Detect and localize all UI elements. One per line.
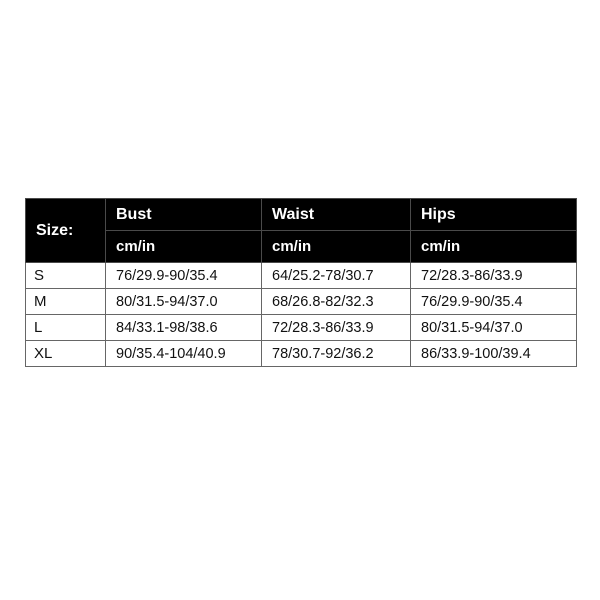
- size-cell: S: [26, 263, 106, 289]
- hips-header: Hips: [411, 199, 577, 231]
- hips-cell: 76/29.9-90/35.4: [411, 289, 577, 315]
- bust-cell: 76/29.9-90/35.4: [106, 263, 262, 289]
- hips-cell: 80/31.5-94/37.0: [411, 315, 577, 341]
- hips-cell: 86/33.9-100/39.4: [411, 341, 577, 367]
- bust-unit: cm/in: [106, 231, 262, 263]
- waist-unit: cm/in: [262, 231, 411, 263]
- header-row-units: [26, 231, 577, 263]
- table-row: [26, 263, 577, 289]
- size-column-header: Size:: [26, 199, 106, 263]
- size-cell: L: [26, 315, 106, 341]
- bust-header: Bust: [106, 199, 262, 231]
- bust-cell: 90/35.4-104/40.9: [106, 341, 262, 367]
- waist-cell: 78/30.7-92/36.2: [262, 341, 411, 367]
- bust-cell: 84/33.1-98/38.6: [106, 315, 262, 341]
- waist-cell: 64/25.2-78/30.7: [262, 263, 411, 289]
- table-row: [26, 315, 577, 341]
- table-row: [26, 341, 577, 367]
- table-row: [26, 289, 577, 315]
- waist-header: Waist: [262, 199, 411, 231]
- size-chart: [25, 198, 576, 400]
- waist-cell: 68/26.8-82/32.3: [262, 289, 411, 315]
- hips-unit: cm/in: [411, 231, 577, 263]
- hips-cell: 72/28.3-86/33.9: [411, 263, 577, 289]
- size-cell: M: [26, 289, 106, 315]
- size-chart-table: [25, 198, 577, 367]
- waist-cell: 72/28.3-86/33.9: [262, 315, 411, 341]
- bust-cell: 80/31.5-94/37.0: [106, 289, 262, 315]
- size-cell: XL: [26, 341, 106, 367]
- header-row-measurements: [26, 199, 577, 231]
